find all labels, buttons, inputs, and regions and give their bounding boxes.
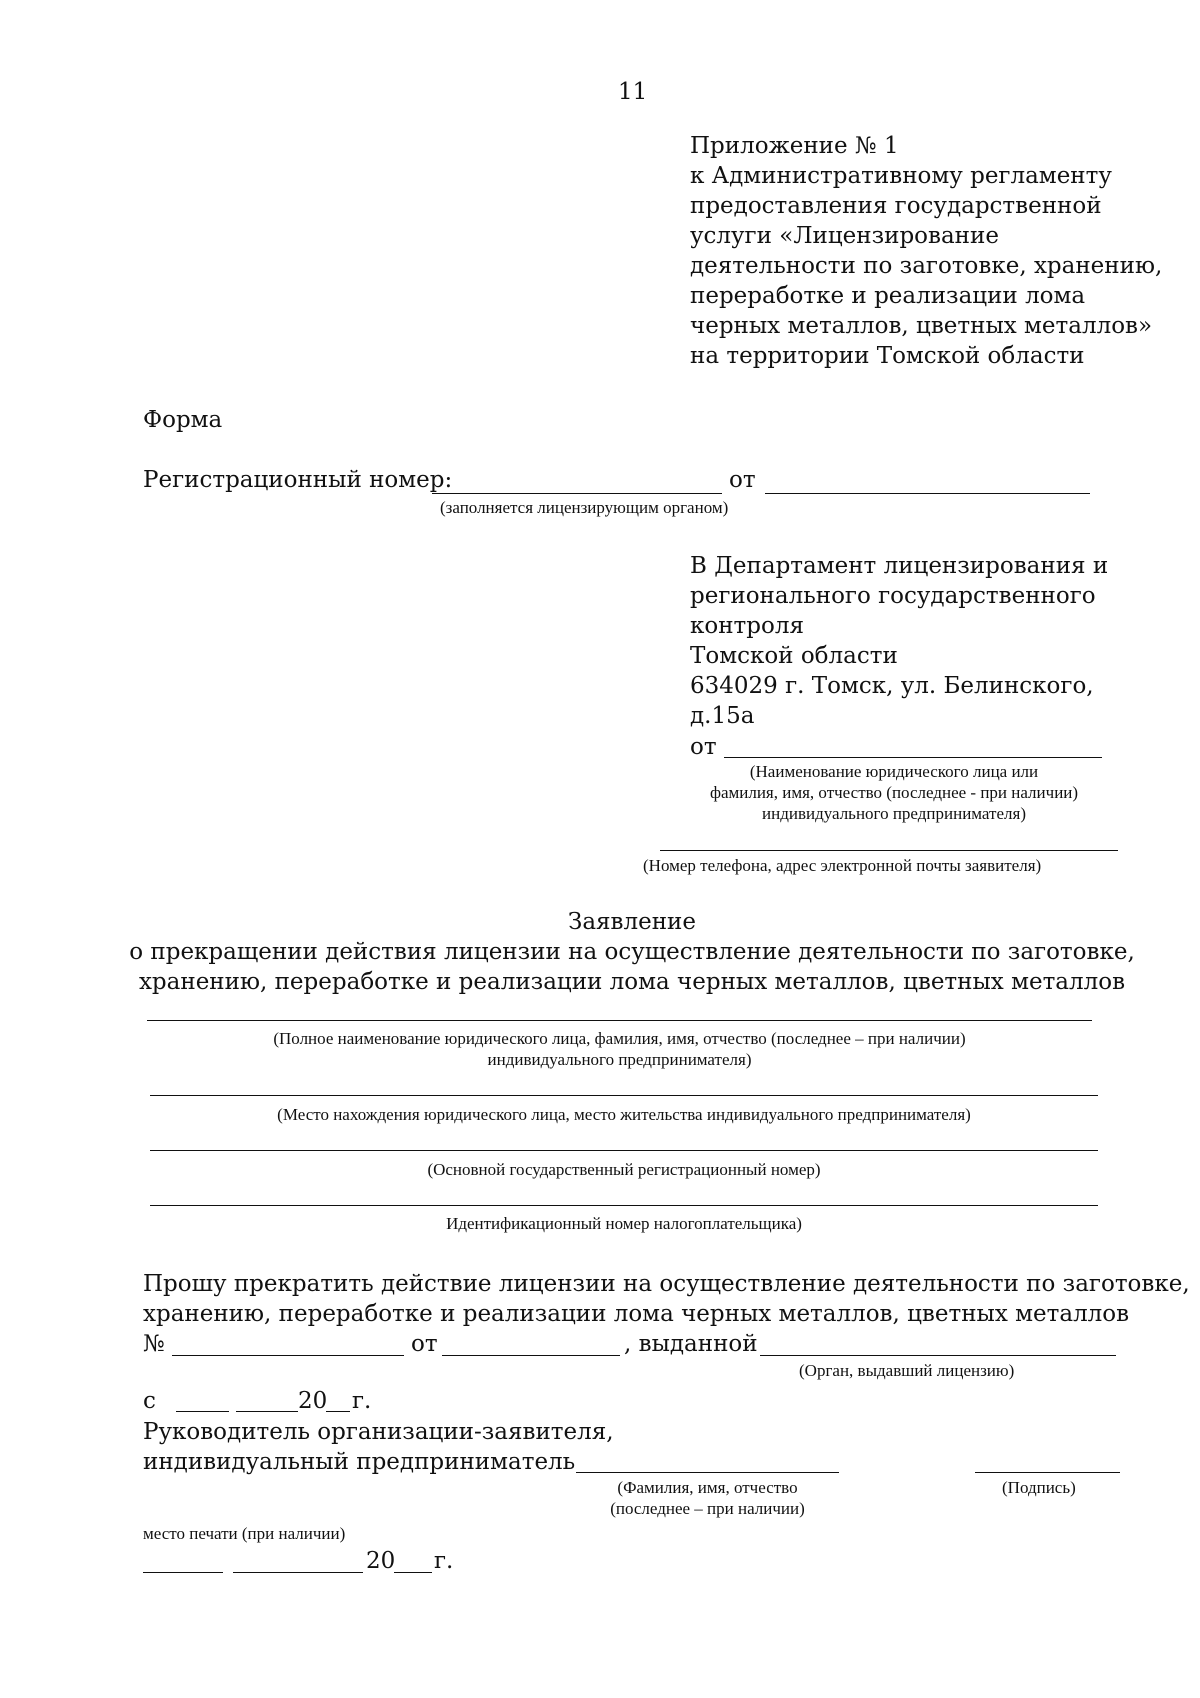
license-issuer-field[interactable] [760,1355,1116,1356]
signer-name-field[interactable] [576,1472,839,1473]
license-issuer-note: (Орган, выдавший лицензию) [799,1361,1015,1380]
registration-number-field[interactable] [432,493,722,494]
full-name-field[interactable] [147,1020,1092,1021]
registration-from-label: от [729,467,756,493]
location-note: (Место нахождения юридического лица, место жительства индивидуального предпринимателя) [277,1105,971,1124]
final-month-field[interactable] [233,1572,363,1573]
appendix-line: переработке и реализации лома [690,283,1086,309]
signer-role-line: индивидуальный предприниматель [143,1449,576,1475]
addressee-line: контроля [690,613,804,639]
registration-label: Регистрационный номер: [143,467,453,493]
statement-subtitle-line: хранению, переработке и реализации лома черных металлов, цветных металлов [138,969,1126,995]
addressee-block [690,551,1108,731]
inn-note: Идентификационный номер налогоплательщика) [446,1214,802,1233]
license-from-label: от [411,1331,438,1357]
registration-date-field[interactable] [765,493,1090,494]
ogrn-note: (Основной государственный регистрационный номер) [427,1160,821,1179]
appendix-line: деятельности по заготовке, хранению, [690,253,1163,279]
signer-role-line: Руководитель организации-заявителя, [143,1419,614,1445]
appendix-line: предоставления государственной [690,193,1102,219]
addressee-line: 634029 г. Томск, ул. Белинского, [690,673,1094,699]
form-label: Форма [143,407,223,433]
applicant-note: (Наименование юридического лица или фамилия, имя, отчество (последнее - при наличии) индивидуального предпринимателя) [709,762,1079,823]
location-field[interactable] [150,1095,1098,1096]
final-year-prefix: 20 [366,1548,396,1574]
year-field[interactable] [326,1411,350,1412]
request-line: хранению, переработке и реализации лома черных металлов, цветных металлов [143,1301,1130,1327]
signature-note: (Подпись) [1002,1478,1076,1497]
appendix-line: черных металлов, цветных металлов» [690,313,1153,339]
appendix-line: на территории Томской области [690,343,1085,369]
inn-field[interactable] [150,1205,1098,1206]
statement-title: Заявление [568,909,696,935]
signer-name-note: (Фамилия, имя, отчество (последнее – при наличии) [610,1478,805,1518]
addressee-line: Томской области [690,643,898,669]
addressee-line: В Департамент лицензирования и [690,553,1109,579]
applicant-name-field[interactable] [724,757,1102,758]
contact-note: (Номер телефона, адрес электронной почты заявителя) [643,856,1042,875]
final-year-suffix: г. [434,1548,454,1574]
license-number-sign: № [143,1331,165,1357]
registration-note: (заполняется лицензирующим органом) [440,498,729,517]
contact-field[interactable] [660,850,1118,851]
addressee-line: д.15а [690,703,755,729]
signature-field[interactable] [975,1472,1120,1473]
license-issued-label: , выданной [624,1331,758,1357]
year-suffix: г. [352,1388,372,1414]
full-name-note: (Полное наименование юридического лица, фамилия, имя, отчество (последнее – при наличии) индивидуального предпринимателя) [273,1029,966,1069]
request-line: Прошу прекратить действие лицензии на осуществление деятельности по заготовке, [143,1271,1190,1297]
month-field[interactable] [236,1411,298,1412]
ogrn-field[interactable] [150,1150,1098,1151]
stamp-note: место печати (при наличии) [143,1524,346,1543]
addressee-line: регионального государственного [690,583,1096,609]
appendix-line: услуги «Лицензирование [690,223,999,249]
page-number: 11 [618,79,648,105]
date-prefix: с [143,1388,156,1414]
license-date-field[interactable] [442,1355,620,1356]
appendix-block [690,131,1162,371]
applicant-from-label: от [690,734,717,760]
license-number-field[interactable] [172,1355,404,1356]
final-day-field[interactable] [143,1572,223,1573]
appendix-line: к Административному регламенту [690,163,1112,189]
final-year-field[interactable] [394,1572,432,1573]
day-field[interactable] [176,1411,229,1412]
statement-subtitle-line: о прекращении действия лицензии на осуществление деятельности по заготовке, [129,939,1135,965]
appendix-line: Приложение № 1 [690,133,899,159]
year-prefix: 20 [298,1388,328,1414]
